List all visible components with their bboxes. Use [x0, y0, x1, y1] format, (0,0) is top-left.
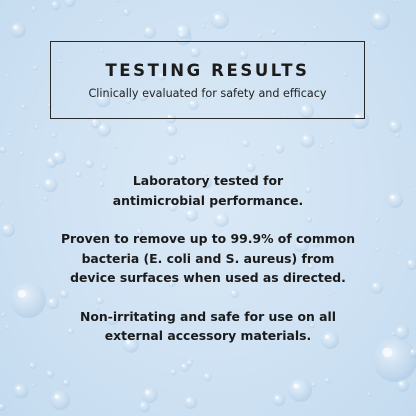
- water-droplet: [123, 9, 130, 16]
- water-droplet-highlight: [169, 156, 171, 158]
- water-droplet: [46, 370, 54, 378]
- water-droplet: [136, 10, 138, 12]
- water-droplet: [92, 161, 94, 163]
- water-droplet: [397, 379, 409, 391]
- water-droplet: [175, 24, 191, 40]
- water-droplet: [236, 379, 238, 381]
- header-box: [50, 41, 365, 119]
- results-body: [0, 171, 416, 365]
- water-droplet: [273, 393, 286, 406]
- water-droplet-highlight: [326, 379, 327, 380]
- water-droplet-highlight: [399, 382, 402, 385]
- water-droplet: [34, 125, 39, 130]
- water-droplet-highlight: [64, 381, 66, 383]
- water-droplet: [275, 144, 285, 154]
- water-droplet-highlight: [181, 155, 182, 156]
- paragraph-non-irritating: [0, 307, 416, 346]
- water-droplet: [261, 153, 264, 156]
- water-droplet: [368, 142, 371, 145]
- water-droplet-highlight: [87, 161, 89, 163]
- water-droplet: [32, 384, 35, 387]
- water-droplet: [258, 34, 262, 38]
- water-droplet: [300, 133, 314, 147]
- water-droplet: [51, 0, 61, 10]
- paragraph-lab-tested: [0, 171, 416, 210]
- water-droplet: [100, 19, 104, 23]
- water-droplet: [97, 123, 111, 137]
- water-droplet-highlight: [172, 370, 173, 371]
- paragraph-line: external accessory materials.: [104, 328, 312, 343]
- water-droplet: [367, 392, 371, 396]
- paragraph-line: device surfaces when used as directed.: [70, 270, 346, 285]
- water-droplet: [242, 140, 249, 147]
- water-droplet-highlight: [100, 126, 103, 129]
- water-droplet: [311, 382, 316, 387]
- water-droplet: [204, 20, 207, 23]
- paragraph-line: Non-irritating and safe for use on all: [80, 308, 336, 324]
- water-droplet: [167, 154, 178, 165]
- water-droplet: [253, 159, 255, 161]
- paragraph-line: Proven to remove up to 99.9% of common: [60, 231, 356, 246]
- water-droplet: [203, 373, 211, 381]
- water-droplet: [50, 390, 70, 410]
- water-droplet-highlight: [125, 10, 127, 12]
- water-droplet: [300, 132, 302, 134]
- water-droplet-highlight: [243, 141, 245, 143]
- water-droplet: [6, 74, 9, 77]
- water-droplet: [166, 124, 177, 135]
- water-droplet-highlight: [303, 136, 306, 139]
- water-droplet: [19, 151, 24, 156]
- water-droplet: [218, 130, 220, 132]
- water-droplet: [313, 26, 317, 30]
- water-droplet: [113, 145, 117, 149]
- water-droplet: [0, 403, 5, 410]
- water-droplet-highlight: [141, 403, 143, 405]
- water-droplet: [325, 378, 331, 384]
- water-droplet-highlight: [13, 25, 17, 29]
- water-droplet: [184, 396, 197, 409]
- page-subtitle: Clinically evaluated for safety and efficacy: [88, 87, 327, 100]
- water-droplet: [143, 26, 156, 39]
- water-droplet-highlight: [248, 164, 250, 166]
- water-droplet: [51, 133, 57, 139]
- water-droplet: [13, 383, 28, 398]
- water-droplet-highlight: [53, 3, 55, 5]
- water-droplet: [320, 144, 324, 148]
- water-droplet: [170, 369, 176, 375]
- water-droplet-highlight: [48, 372, 50, 374]
- paragraph-line: bacteria (E. coli and S. aureus) from: [81, 250, 335, 266]
- water-droplet: [33, 27, 36, 30]
- water-droplet-highlight: [215, 15, 219, 19]
- water-droplet-highlight: [182, 365, 184, 367]
- water-droplet-highlight: [391, 123, 394, 126]
- water-droplet: [63, 379, 70, 386]
- water-droplet-highlight: [1, 148, 2, 149]
- water-droplet: [395, 133, 400, 138]
- water-droplet-highlight: [16, 386, 19, 389]
- water-droplet: [201, 25, 205, 29]
- water-droplet: [370, 10, 390, 30]
- water-droplet: [139, 401, 150, 412]
- water-droplet: [21, 104, 26, 109]
- water-droplet-highlight: [374, 14, 378, 18]
- water-droplet: [102, 164, 108, 170]
- water-droplet: [0, 146, 6, 153]
- water-droplet: [401, 370, 404, 373]
- water-droplet: [64, 0, 76, 7]
- water-droplet-highlight: [54, 394, 58, 398]
- water-droplet-highlight: [179, 27, 182, 30]
- water-droplet: [85, 159, 94, 168]
- water-droplet-highlight: [145, 390, 149, 394]
- water-droplet: [8, 133, 12, 137]
- water-droplet: [180, 154, 186, 160]
- water-droplet-highlight: [93, 120, 95, 122]
- water-droplet: [116, 0, 121, 2]
- paragraph-line: antimicrobial performance.: [112, 192, 304, 208]
- water-droplet: [372, 109, 374, 111]
- water-droplet-highlight: [293, 383, 298, 388]
- page-title: TESTING RESULTS: [105, 61, 310, 80]
- water-droplet-highlight: [168, 127, 171, 130]
- water-droplet-highlight: [187, 399, 190, 402]
- water-droplet-highlight: [275, 396, 278, 399]
- water-droplet: [10, 22, 26, 38]
- water-droplet: [211, 11, 229, 29]
- water-droplet-highlight: [277, 146, 279, 148]
- water-droplet-highlight: [146, 28, 149, 31]
- water-droplet: [46, 135, 48, 137]
- water-droplet: [393, 0, 397, 3]
- water-droplet: [31, 6, 37, 12]
- water-droplet: [330, 140, 334, 144]
- water-droplet: [93, 123, 97, 127]
- water-droplet-highlight: [205, 375, 207, 377]
- water-droplet: [35, 86, 38, 89]
- water-droplet: [52, 150, 66, 164]
- paragraph-bacteria-removal: [0, 229, 416, 288]
- water-droplet: [271, 29, 276, 34]
- water-droplet: [372, 41, 376, 45]
- water-droplet: [36, 146, 38, 148]
- paragraph-line: Laboratory tested for: [132, 173, 284, 188]
- water-droplet-highlight: [48, 159, 51, 162]
- water-droplet: [288, 378, 312, 402]
- water-droplet-highlight: [55, 153, 58, 156]
- water-droplet: [226, 136, 229, 139]
- water-droplet: [33, 65, 38, 70]
- water-droplet: [388, 120, 401, 133]
- water-droplet: [142, 387, 158, 403]
